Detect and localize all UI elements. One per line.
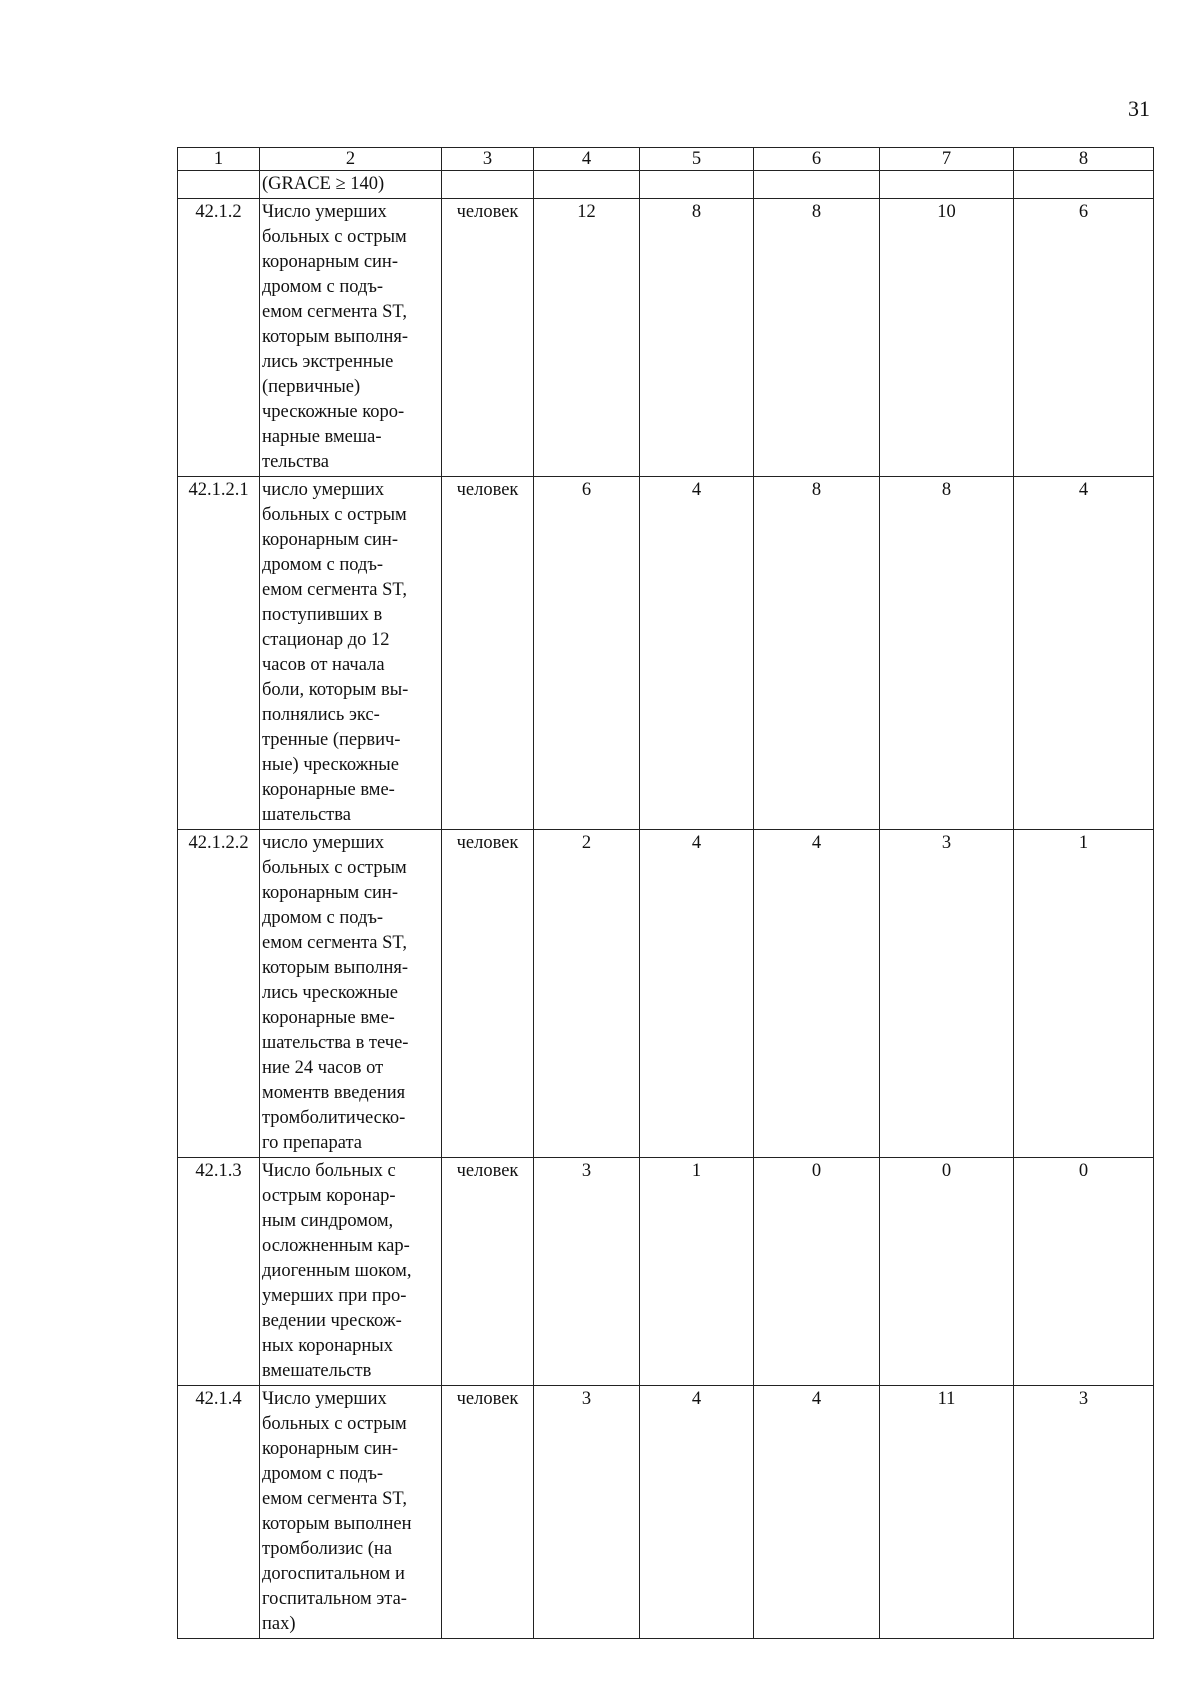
- description-line: дромом с подъ-: [262, 277, 384, 297]
- description-line: дромом с подъ-: [262, 555, 384, 575]
- description-line: боли, которым вы-: [262, 680, 409, 700]
- description-line: осложненным кар-: [262, 1236, 410, 1256]
- code-cell: [178, 171, 260, 199]
- description-line: пах): [262, 1614, 296, 1634]
- column-header: 3: [442, 148, 534, 171]
- description-line: лись экстренные: [262, 352, 394, 372]
- description-line: которым выполня-: [262, 327, 409, 347]
- value-cell: 4: [754, 1386, 880, 1639]
- value-cell: 0: [880, 1158, 1014, 1386]
- unit-cell: [442, 171, 534, 199]
- description-line: шательства в тече-: [262, 1033, 409, 1053]
- code-cell: 42.1.3: [178, 1158, 260, 1386]
- value-cell: 10: [880, 199, 1014, 477]
- value-cell: 4: [754, 830, 880, 1158]
- description-line: тренные (первич-: [262, 730, 401, 750]
- description-line: госпитальном эта-: [262, 1589, 407, 1609]
- value-cell: [1014, 171, 1154, 199]
- description-line: Число умерших: [262, 202, 387, 222]
- indicator-table: [177, 147, 1154, 1639]
- description-line: лись чрескожные: [262, 983, 399, 1003]
- description-line: шательства: [262, 805, 351, 825]
- value-cell: 4: [640, 830, 754, 1158]
- table-row: [178, 1158, 1154, 1386]
- description-line: тельства: [262, 452, 329, 472]
- description-line: ные) чрескожные: [262, 755, 399, 775]
- description-line: больных с острым: [262, 1414, 407, 1434]
- description-line: часов от начала: [262, 655, 385, 675]
- description-cell: [260, 199, 442, 477]
- description-line: коронарным син-: [262, 883, 398, 903]
- description-line: (первичные): [262, 377, 361, 397]
- unit-cell: человек: [442, 830, 534, 1158]
- description-line: догоспитальном и: [262, 1564, 405, 1584]
- description-line: стационар до 12: [262, 630, 390, 650]
- code-cell: 42.1.2.2: [178, 830, 260, 1158]
- description-line: число умерших: [262, 480, 385, 500]
- table-row: [178, 1386, 1154, 1639]
- value-cell: 3: [534, 1386, 640, 1639]
- description-line: коронарные вме-: [262, 1008, 395, 1028]
- description-line: емом сегмента ST,: [262, 1489, 407, 1509]
- value-cell: 4: [640, 1386, 754, 1639]
- description-line: тромболитическо-: [262, 1108, 406, 1128]
- value-cell: [880, 171, 1014, 199]
- column-header: 2: [260, 148, 442, 171]
- value-cell: [534, 171, 640, 199]
- value-cell: 6: [534, 477, 640, 830]
- description-line: ных коронарных: [262, 1336, 393, 1356]
- description-line: ным синдромом,: [262, 1211, 394, 1231]
- unit-cell: человек: [442, 477, 534, 830]
- value-cell: 6: [1014, 199, 1154, 477]
- description-line: Число больных с: [262, 1161, 396, 1181]
- description-line: коронарные вме-: [262, 780, 395, 800]
- description-line: полнялись экс-: [262, 705, 380, 725]
- table-row: [178, 477, 1154, 830]
- table-row: [178, 830, 1154, 1158]
- description-line: моментв введения: [262, 1083, 406, 1103]
- value-cell: 3: [534, 1158, 640, 1386]
- value-cell: 8: [754, 477, 880, 830]
- description-line: острым коронар-: [262, 1186, 396, 1206]
- description-cell: [260, 477, 442, 830]
- description-line: дромом с подъ-: [262, 1464, 384, 1484]
- description-line: коронарным син-: [262, 530, 398, 550]
- description-line: которым выполнен: [262, 1514, 412, 1534]
- column-header: 7: [880, 148, 1014, 171]
- value-cell: 2: [534, 830, 640, 1158]
- column-header: 5: [640, 148, 754, 171]
- description-line: чрескожные коро-: [262, 402, 405, 422]
- column-header: 8: [1014, 148, 1154, 171]
- value-cell: 3: [880, 830, 1014, 1158]
- value-cell: 3: [1014, 1386, 1154, 1639]
- value-cell: 1: [640, 1158, 754, 1386]
- column-header: 4: [534, 148, 640, 171]
- code-cell: 42.1.4: [178, 1386, 260, 1639]
- description-line: емом сегмента ST,: [262, 580, 407, 600]
- value-cell: 0: [754, 1158, 880, 1386]
- description-line: больных с острым: [262, 858, 407, 878]
- description-line: умерших при про-: [262, 1286, 407, 1306]
- description-line: Число умерших: [262, 1389, 387, 1409]
- description-cell: [260, 1386, 442, 1639]
- description-line: ведении чрескож-: [262, 1311, 402, 1331]
- value-cell: 4: [1014, 477, 1154, 830]
- code-cell: 42.1.2: [178, 199, 260, 477]
- description-line: больных с острым: [262, 505, 407, 525]
- value-cell: 8: [640, 199, 754, 477]
- description-line: ние 24 часов от: [262, 1058, 384, 1078]
- description-line: емом сегмента ST,: [262, 933, 407, 953]
- value-cell: 8: [754, 199, 880, 477]
- value-cell: 11: [880, 1386, 1014, 1639]
- unit-cell: человек: [442, 199, 534, 477]
- unit-cell: человек: [442, 1158, 534, 1386]
- description-line: нарные вмеша-: [262, 427, 382, 447]
- value-cell: 12: [534, 199, 640, 477]
- column-header: 1: [178, 148, 260, 171]
- description-cell: [260, 1158, 442, 1386]
- description-cell: (GRACE ≥ 140): [260, 171, 442, 199]
- value-cell: 8: [880, 477, 1014, 830]
- unit-cell: человек: [442, 1386, 534, 1639]
- value-cell: 1: [1014, 830, 1154, 1158]
- header-row: [178, 148, 1154, 171]
- value-cell: 4: [640, 477, 754, 830]
- description-line: го препарата: [262, 1133, 362, 1153]
- description-cell: [260, 830, 442, 1158]
- description-line: тромболизис (на: [262, 1539, 393, 1559]
- value-cell: [640, 171, 754, 199]
- page-number: 31: [1128, 96, 1150, 121]
- description-line: больных с острым: [262, 227, 407, 247]
- description-line: дромом с подъ-: [262, 908, 384, 928]
- table-row: [178, 199, 1154, 477]
- table-body: [178, 148, 1154, 1639]
- description-line: емом сегмента ST,: [262, 302, 407, 322]
- description-line: поступивших в: [262, 605, 383, 625]
- description-line: вмешательств: [262, 1361, 372, 1381]
- description-line: диогенным шоком,: [262, 1261, 412, 1281]
- code-cell: 42.1.2.1: [178, 477, 260, 830]
- description-line: число умерших: [262, 833, 385, 853]
- description-line: коронарным син-: [262, 252, 398, 272]
- continuation-row: [178, 171, 1154, 199]
- description-line: коронарным син-: [262, 1439, 398, 1459]
- description-line: которым выполня-: [262, 958, 409, 978]
- value-cell: [754, 171, 880, 199]
- value-cell: 0: [1014, 1158, 1154, 1386]
- column-header: 6: [754, 148, 880, 171]
